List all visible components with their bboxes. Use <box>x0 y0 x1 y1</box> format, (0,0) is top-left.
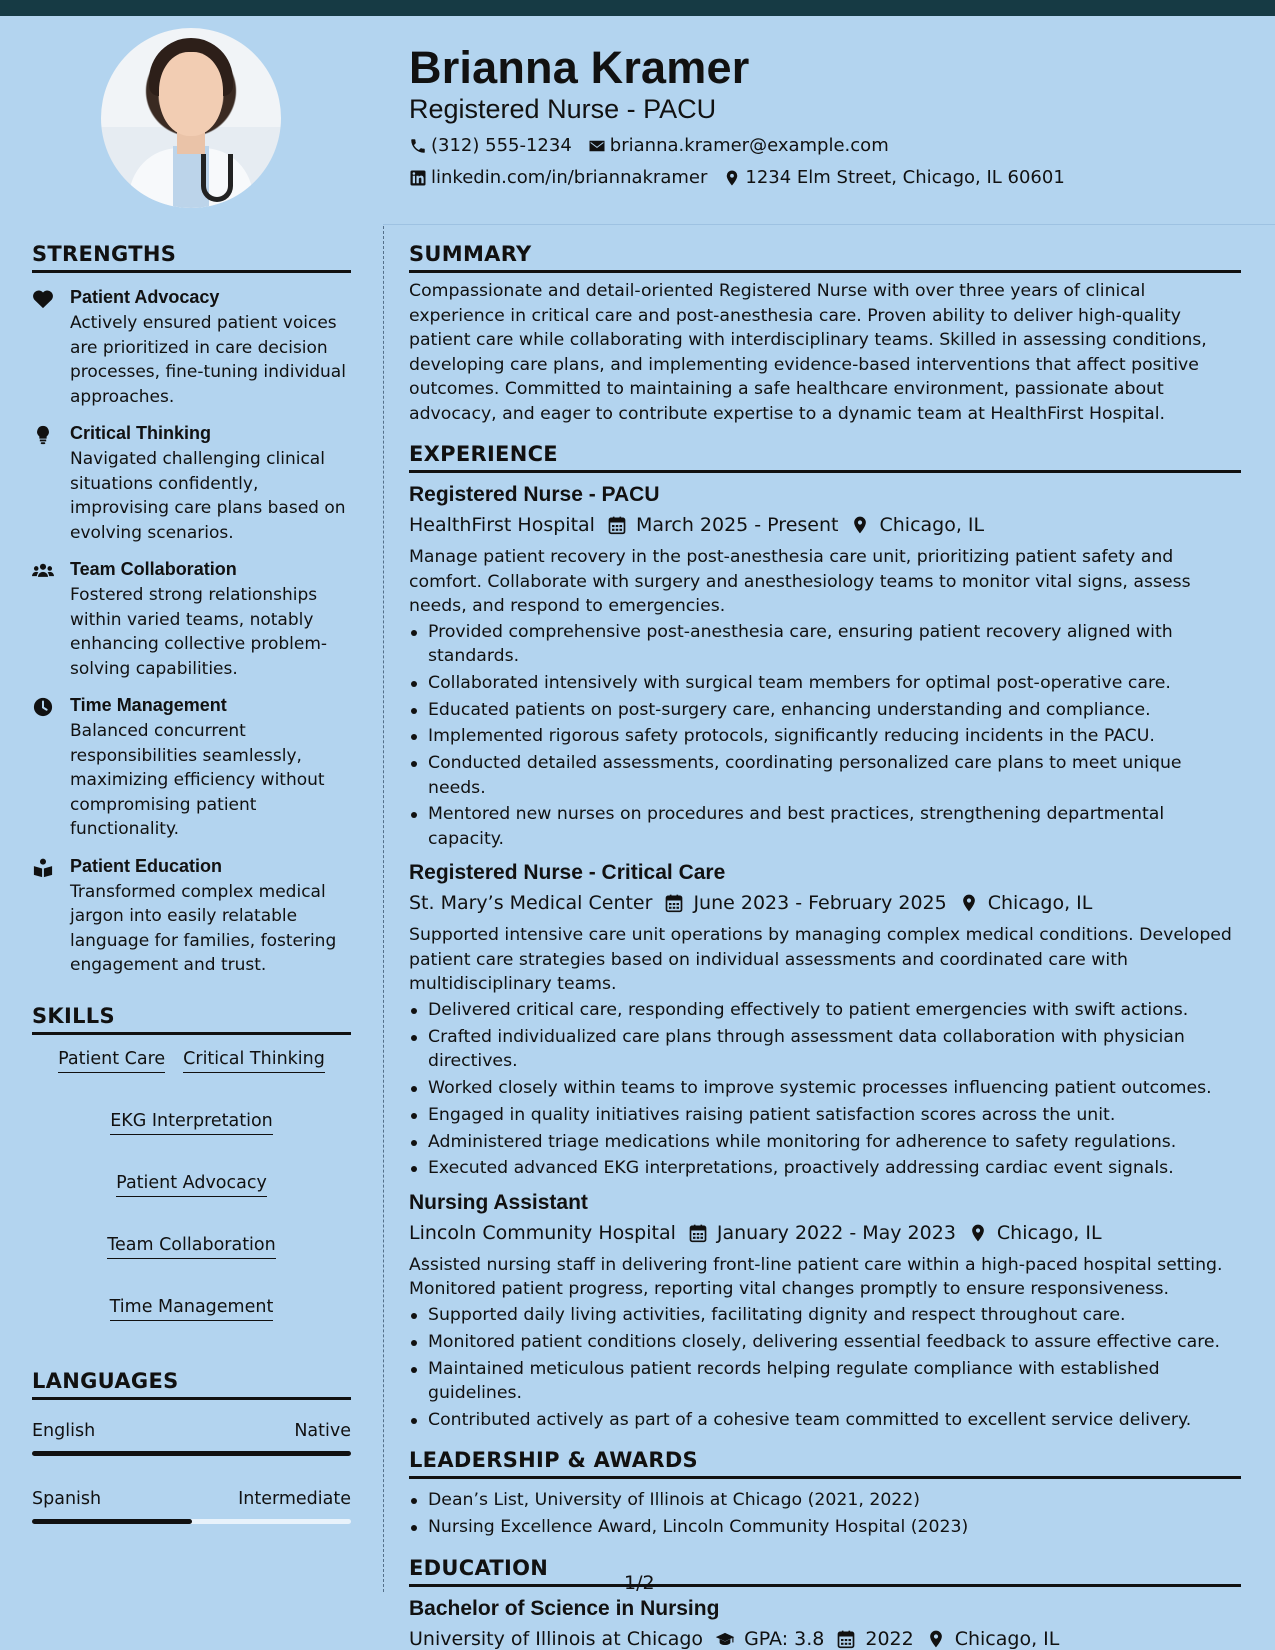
book-reader-icon <box>32 856 56 978</box>
job-company: Lincoln Community Hospital <box>409 1221 676 1244</box>
job-description: Supported intensive care unit operations by managing complex medical conditions. Developed patient care strategies based on individual assessments and coordinated care with multidisciplinary teams. <box>409 925 1232 995</box>
language-item <box>32 1421 351 1456</box>
degree-title: Bachelor of Science in Nursing <box>409 1596 720 1620</box>
calendar-icon <box>836 1629 856 1649</box>
phone-icon <box>409 137 427 155</box>
summary-heading: SUMMARY <box>409 242 1241 273</box>
language-level: Intermediate <box>238 1488 351 1509</box>
job-entry <box>409 483 1241 851</box>
job-description: Manage patient recovery in the post-anesthesia care unit, prioritizing patient safety and comfort. Collaborate with surgery and anesthesiology teams to monitor vital signs, assess needs, and respond to emergencies. <box>409 547 1191 616</box>
map-marker-icon <box>723 169 741 187</box>
strength-title: Team Collaboration <box>70 559 237 579</box>
job-entry <box>409 1191 1241 1432</box>
clock-icon <box>32 695 56 842</box>
lightbulb-icon <box>32 423 56 545</box>
job-description: Assisted nursing staff in delivering front-line patient care within a high-paced hospital setting. Monitored patient progress, reporting vital changes promptly to ensure responsiveness. <box>409 1254 1223 1300</box>
contact-row-2 <box>409 167 1065 188</box>
heart-icon <box>32 287 56 409</box>
skill-tag: Critical Thinking <box>183 1049 325 1073</box>
linkedin-icon <box>409 169 427 187</box>
job-entry <box>409 861 1241 1180</box>
school-name: University of Illinois at Chicago <box>409 1627 704 1650</box>
calendar-icon <box>607 515 627 535</box>
email-contact[interactable] <box>588 135 889 156</box>
list-item: Mentored new nurses on procedures and best practices, strengthening departmental capacity. <box>409 802 1241 851</box>
strengths-heading: STRENGTHS <box>32 242 351 273</box>
job-dates: March 2025 - Present <box>635 514 839 536</box>
envelope-icon <box>588 137 606 155</box>
list-item: Monitored patient conditions closely, delivering essential feedback to assure effective care. <box>409 1330 1241 1355</box>
strength-text: Navigated challenging clinical situations confidently, improvising care plans based on evolving scenarios. <box>70 449 346 543</box>
strength-item <box>32 856 351 978</box>
list-item: Worked closely within teams to improve systemic processes influencing patient outcomes. <box>409 1076 1241 1101</box>
left-column <box>32 242 351 1524</box>
strength-item <box>32 559 351 681</box>
job-company: HealthFirst Hospital <box>409 514 595 536</box>
users-icon <box>32 559 56 681</box>
language-bar <box>32 1519 351 1524</box>
list-item: Nursing Excellence Award, Lincoln Community Hospital (2023) <box>409 1515 1241 1540</box>
map-marker-icon <box>926 1629 946 1649</box>
candidate-role: Registered Nurse - PACU <box>409 94 717 124</box>
strength-title: Time Management <box>70 695 227 715</box>
skill-tag: Patient Advocacy <box>116 1173 267 1197</box>
job-title: Registered Nurse - PACU <box>409 483 660 506</box>
graduation-cap-icon <box>715 1629 735 1649</box>
column-divider <box>383 226 384 1592</box>
job-dates: January 2022 - May 2023 <box>716 1221 956 1244</box>
candidate-name: Brianna Kramer <box>409 42 750 93</box>
contact-row-1 <box>409 135 889 156</box>
list-item: Maintained meticulous patient records helping regulate compliance with established guidelines. <box>409 1357 1241 1406</box>
experience-heading: EXPERIENCE <box>409 442 1241 473</box>
language-bar <box>32 1451 351 1456</box>
language-level: Native <box>294 1420 351 1441</box>
awards-heading: LEADERSHIP & AWARDS <box>409 1448 1241 1479</box>
list-item: Crafted individualized care plans through assessment data collaboration with physician directives. <box>409 1025 1241 1074</box>
gpa: GPA: 3.8 <box>744 1627 825 1650</box>
list-item: Collaborated intensively with surgical team members for optimal post-operative care. <box>409 671 1241 696</box>
skill-tag: Time Management <box>110 1297 274 1321</box>
address-contact <box>723 167 1064 188</box>
list-item: Administered triage medications while monitoring for adherence to safety regulations. <box>409 1130 1241 1155</box>
job-bullets <box>409 1303 1241 1432</box>
strength-text: Fostered strong relationships within varied teams, notably enhancing collective problem-solving capabilities. <box>70 585 328 679</box>
language-bar-fill <box>32 1451 351 1456</box>
education-heading: EDUCATION <box>409 1556 1241 1587</box>
phone-contact[interactable] <box>409 135 572 156</box>
language-name: Spanish <box>32 1488 102 1509</box>
job-meta <box>409 1222 1241 1244</box>
job-dates: June 2023 - February 2025 <box>693 892 947 915</box>
email-text: brianna.kramer@example.com <box>609 135 889 156</box>
phone-text: (312) 555-1234 <box>431 135 572 156</box>
skills-list <box>32 1049 351 1321</box>
list-item: Supported daily living activities, facilitating dignity and respect throughout care. <box>409 1303 1241 1328</box>
calendar-icon <box>664 893 684 913</box>
skill-tag: EKG Interpretation <box>110 1111 273 1135</box>
list-item: Conducted detailed assessments, coordinating personalized care plans to meet unique needs. <box>409 751 1241 800</box>
list-item: Delivered critical care, responding effectively to patient emergencies with swift actions. <box>409 998 1241 1023</box>
job-bullets <box>409 620 1241 852</box>
top-accent-bar <box>0 0 1275 16</box>
linkedin-text: linkedin.com/in/briannakramer <box>431 167 708 188</box>
job-company: St. Mary’s Medical Center <box>409 892 653 915</box>
job-title: Nursing Assistant <box>409 1190 588 1214</box>
page-number: 1/2 <box>624 1572 655 1594</box>
job-location: Chicago, IL <box>996 1221 1102 1244</box>
skill-tag: Team Collaboration <box>107 1235 275 1259</box>
language-name: English <box>32 1420 96 1441</box>
list-item: Educated patients on post-surgery care, enhancing understanding and compliance. <box>409 698 1241 723</box>
list-item: Engaged in quality initiatives raising patient satisfaction scores across the unit. <box>409 1103 1241 1128</box>
strength-text: Actively ensured patient voices are prioritized in care decision processes, fine-tuning individual approaches. <box>70 313 346 407</box>
strength-item <box>32 695 351 842</box>
map-marker-icon <box>968 1223 988 1243</box>
skills-heading: SKILLS <box>32 1004 351 1035</box>
address-text: 1234 Elm Street, Chicago, IL 60601 <box>745 167 1065 188</box>
right-column <box>409 242 1241 1650</box>
education-meta <box>409 1628 1241 1650</box>
job-title: Registered Nurse - Critical Care <box>409 861 726 885</box>
header-divider <box>383 224 1275 225</box>
strength-text: Balanced concurrent responsibilities seamlessly, maximizing efficiency without compromising patient functionality. <box>70 721 325 839</box>
linkedin-contact[interactable] <box>409 167 707 188</box>
strength-item <box>32 287 351 409</box>
list-item: Dean’s List, University of Illinois at Chicago (2021, 2022) <box>409 1488 1241 1513</box>
job-location: Chicago, IL <box>987 892 1093 915</box>
list-item: Provided comprehensive post-anesthesia care, ensuring patient recovery aligned with standards. <box>409 620 1241 669</box>
school-location: Chicago, IL <box>954 1627 1060 1650</box>
list-item: Executed advanced EKG interpretations, proactively addressing cardiac event signals. <box>409 1156 1241 1181</box>
job-meta <box>409 892 1241 914</box>
skill-tag: Patient Care <box>58 1049 165 1073</box>
map-marker-icon <box>850 515 870 535</box>
language-item <box>32 1489 351 1524</box>
strength-title: Patient Advocacy <box>70 287 220 307</box>
strength-item <box>32 423 351 545</box>
strength-title: Critical Thinking <box>70 423 212 443</box>
job-location: Chicago, IL <box>879 514 985 536</box>
calendar-icon <box>688 1223 708 1243</box>
summary-text: Compassionate and detail-oriented Registered Nurse with over three years of clinical experience in critical care and post-anesthesia care. Proven ability to deliver high-quality patient care while collaborating with interdisciplinary teams. Skilled in assessing conditions, developing care plans, and implementing evidence-based interventions that affect positive outcomes. Committed to maintaining a safe healthcare environment, passionate about advocacy, and eager to contribute expertise to a dynamic team at HealthFirst Hospital. <box>409 281 1207 424</box>
job-bullets <box>409 998 1241 1181</box>
awards-list <box>409 1488 1241 1539</box>
list-item: Contributed actively as part of a cohesive team committed to excellent service delivery. <box>409 1408 1241 1433</box>
list-item: Implemented rigorous safety protocols, significantly reducing incidents in the PACU. <box>409 724 1241 749</box>
languages-heading: LANGUAGES <box>32 1369 351 1400</box>
strength-title: Patient Education <box>70 855 223 876</box>
profile-photo <box>101 28 281 208</box>
language-bar-fill <box>32 1519 192 1524</box>
strength-text: Transformed complex medical jargon into easily relatable language for families, fostering engagement and trust. <box>70 881 337 975</box>
graduation-year: 2022 <box>865 1627 914 1650</box>
job-meta <box>409 514 1241 536</box>
map-marker-icon <box>959 893 979 913</box>
